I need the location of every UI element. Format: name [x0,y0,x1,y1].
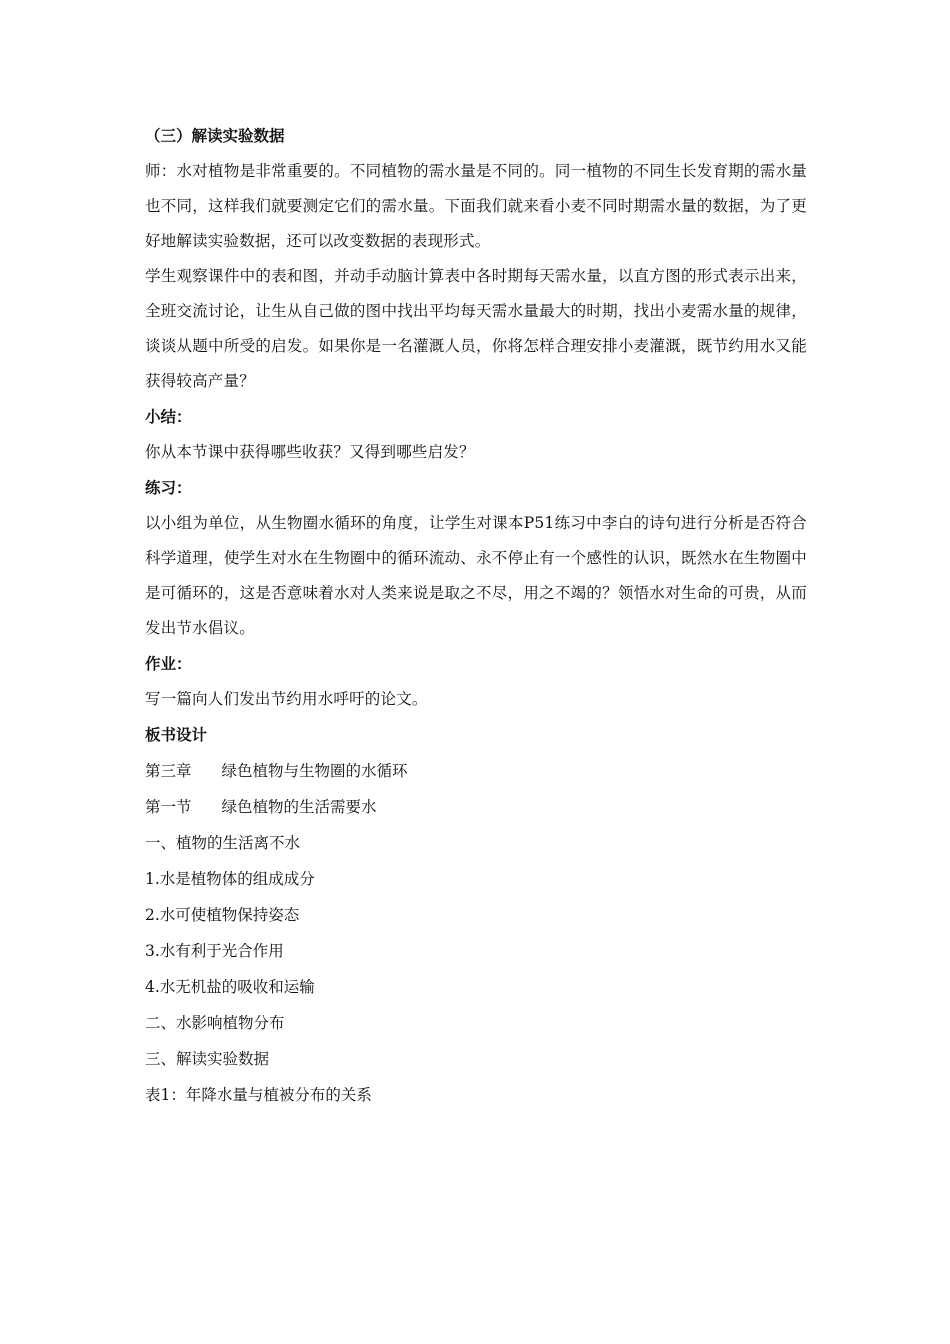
board-line: 二、水影响植物分布 [145,1014,285,1032]
homework-text: 写一篇向人们发出节约用水呼吁的论文。 [145,690,428,708]
summary-text: 你从本节课中获得哪些收获？又得到哪些启发？ [145,443,475,461]
board-line: 3.水有利于光合作用 [145,942,284,960]
board-line: 一、植物的生活离不水 [145,834,301,852]
board-line: 1.水是植物体的组成成分 [145,870,315,888]
board-section-line [145,789,807,825]
exercise-heading: 练习： [145,479,192,497]
chapter-label: 第三章 [145,762,192,780]
student-activity-paragraph: 学生观察课件中的表和图，并动手动脑计算表中各时期每天需水量，以直方图的形式表示出来，全班交流讨论，让生从自己做的图中找出平均每天需水量最大的时期，找出小麦需水量的规律，谈谈从题中所受的启发。如果你是一名灌溉人员，你将怎样合理安排小麦灌溉，既节约用水又能获得较高产量？ [145,267,807,390]
teacher-paragraph: 师：水对植物是非常重要的。不同植物的需水量是不同的。同一植物的不同生长发育期的需水量也不同，这样我们就要测定它们的需水量。下面我们就来看小麦不同时期需水量的数据，为了更好地解读实验数据，还可以改变数据的表现形式。 [145,162,807,250]
board-line: 表1：年降水量与植被分布的关系 [145,1086,372,1104]
section-label: 第一节 [145,798,192,816]
board-line: 4.水无机盐的吸收和运输 [145,978,315,996]
board-line: 2.水可使植物保持姿态 [145,906,300,924]
exercise-text: 以小组为单位，从生物圈水循环的角度，让学生对课本P51练习中李白的诗句进行分析是否符合科学道理，使学生对水在生物圈中的循环流动、永不停止有一个感性的认识，既然水在生物圈中是可循环的，这是否意味着水对人类来说是取之不尽，用之不竭的？领悟水对生命的可贵，从而发出节水倡议。 [145,514,807,637]
document-page [145,118,807,1113]
summary-heading: 小结： [145,408,192,426]
chapter-title: 绿色植物与生物圈的水循环 [221,762,408,780]
board-line: 三、解读实验数据 [145,1050,270,1068]
board-design-heading: 板书设计 [145,726,208,744]
board-chapter-line [145,753,807,789]
homework-heading: 作业： [145,655,192,673]
section-heading-interpret-data: （三）解读实验数据 [145,127,285,145]
section-title: 绿色植物的生活需要水 [221,798,377,816]
